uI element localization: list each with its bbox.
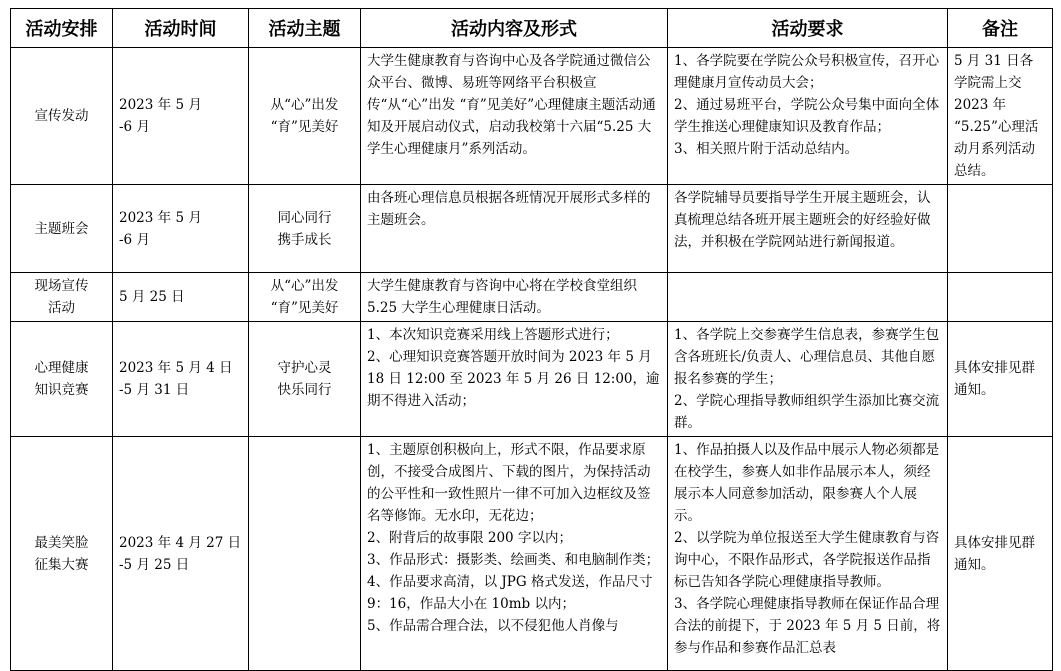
cell-content: 由各班心理信息员根据各班情况开展形式多样的主题班会。 [361,185,668,273]
cell-requirements: 各学院辅导员要指导学生开展主题班会，认真梳理总结各班开展主题班会的好经验好做法，并积极在学院网站进行新闻报道。 [668,185,948,273]
cell-requirements [668,273,948,322]
cell-time: 2023 年 4 月 27 日 -5 月 25 日 [113,437,249,671]
table-row [11,322,1053,437]
cell-theme [249,437,361,671]
cell-time: 2023 年 5 月 -6 月 [113,48,249,185]
table-row [11,273,1053,322]
cell-arrangement: 主题班会 [11,185,113,273]
cell-time: 2023 年 5 月 -6 月 [113,185,249,273]
cell-arrangement: 现场宣传 活动 [11,273,113,322]
cell-content: 1、主题原创积极向上，形式不限，作品要求原创，不接受合成图片、下载的图片，为保持活动的公平性和一致性照片一律不可加入边框纹及签名等修饰。无水印，无花边； 2、附背后的故事限 200 字以内； 3、作品形式：摄影类、绘画类、和电脑制作类； 4、作品要求高清，以 JPG 格式发送，作品尺寸 9：16，作品大小在 10mb 以内； 5、作品需合理合法，以不侵犯他人肖像与 [361,437,668,671]
cell-time: 2023 年 5 月 4 日 -5 月 31 日 [113,322,249,437]
cell-remarks [948,185,1053,273]
header-remarks: 备注 [948,9,1053,48]
table-row [11,437,1053,671]
cell-remarks [948,273,1053,322]
cell-theme: 从“心”出发 “育”见美好 [249,48,361,185]
cell-theme: 从“心”出发 “育”见美好 [249,273,361,322]
header-requirements: 活动要求 [668,9,948,48]
cell-theme: 同心同行 携手成长 [249,185,361,273]
cell-content: 1、本次知识竞赛采用线上答题形式进行； 2、心理知识竞赛答题开放时间为 2023 年 5 月 18 日 12:00 至 2023 年 5 月 26 日 12:00，逾期不得进入活动； [361,322,668,437]
header-time: 活动时间 [113,9,249,48]
header-row [11,9,1053,48]
cell-theme: 守护心灵 快乐同行 [249,322,361,437]
cell-remarks: 具体安排见群通知。 [948,437,1053,671]
header-content: 活动内容及形式 [361,9,668,48]
header-theme: 活动主题 [249,9,361,48]
cell-remarks: 具体安排见群通知。 [948,322,1053,437]
cell-arrangement: 宣传发动 [11,48,113,185]
table-row [11,48,1053,185]
cell-arrangement: 最美笑脸 征集大赛 [11,437,113,671]
cell-requirements: 1、各学院上交参赛学生信息表，参赛学生包含各班班长/负责人、心理信息员、其他自愿报名参赛的学生； 2、学院心理指导教师组织学生添加比赛交流群。 [668,322,948,437]
cell-content: 大学生健康教育与咨询中心将在学校食堂组织 5.25 大学生心理健康日活动。 [361,273,668,322]
table-row [11,185,1053,273]
cell-time: 5 月 25 日 [113,273,249,322]
activity-schedule-table [10,8,1053,671]
cell-requirements: 1、作品拍摄人以及作品中展示人物必须都是在校学生，参赛人如非作品展示本人，须经展示本人同意参加活动，限参赛人个人展示。 2、以学院为单位报送至大学生健康教育与咨询中心，不限作品形式，各学院报送作品指标已告知各学院心理健康指导教师。 3、各学院心理健康指导教师在保证作品合理合法的前提下，于 2023 年 5 月 5 日前，将参与作品和参赛作品汇总表 [668,437,948,671]
cell-remarks: 5 月 31 日各学院需上交 2023 年 “5.25”心理活动月系列活动总结。 [948,48,1053,185]
header-arrangement: 活动安排 [11,9,113,48]
cell-content: 大学生健康教育与咨询中心及各学院通过微信公众平台、微博、易班等网络平台积极宣传“从“心”出发 “育”见美好”心理健康主题活动通知及开展启动仪式，启动我校第十六届“5.25 大学生心理健康月”系列活动。 [361,48,668,185]
cell-arrangement: 心理健康 知识竞赛 [11,322,113,437]
cell-requirements: 1、各学院要在学院公众号积极宣传，召开心理健康月宣传动员大会； 2、通过易班平台，学院公众号集中面向全体学生推送心理健康知识及教育作品； 3、相关照片附于活动总结内。 [668,48,948,185]
